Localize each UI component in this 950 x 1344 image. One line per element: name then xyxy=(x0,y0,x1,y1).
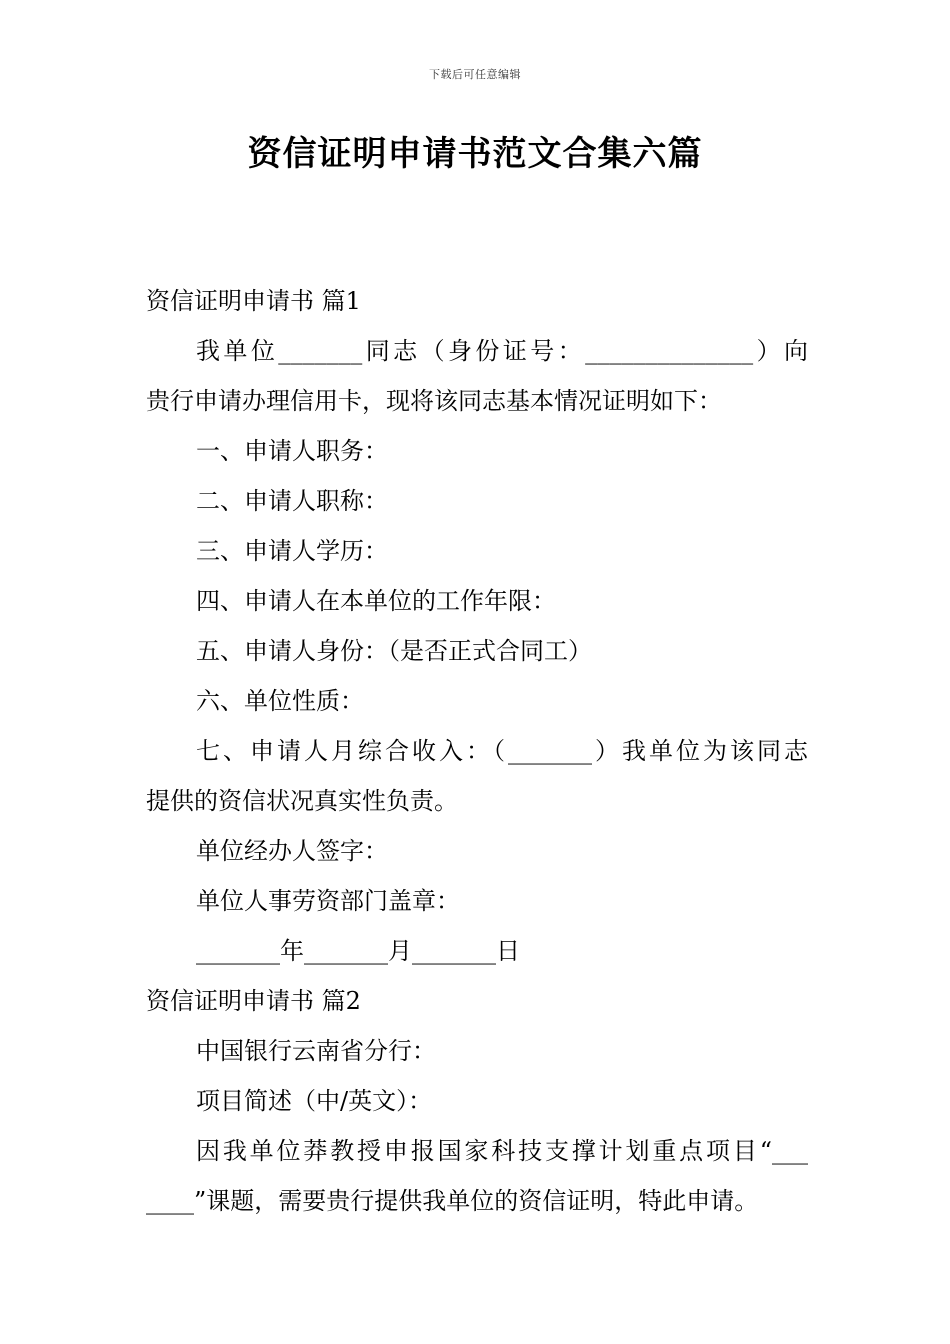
paragraph-line: ____”课题，需要贵行提供我单位的资信证明，特此申请。 xyxy=(146,1187,759,1215)
paragraph-line: 因我单位莽教授申报国家科技支撑计划重点项目“___ xyxy=(196,1137,808,1165)
list-item: 一、申请人职务： xyxy=(196,437,388,465)
header-note: 下载后可任意编辑 xyxy=(429,68,521,81)
section-heading-1: 资信证明申请书 篇1 xyxy=(146,287,361,315)
list-item: 七、申请人月综合收入：（_______）我单位为该同志 xyxy=(196,737,808,765)
list-item: 四、申请人在本单位的工作年限： xyxy=(196,587,556,615)
section-heading-2: 资信证明申请书 篇2 xyxy=(146,987,361,1015)
list-item: 六、单位性质： xyxy=(196,687,364,715)
addressee-line: 中国银行云南省分行： xyxy=(196,1037,436,1065)
document-title: 资信证明申请书范文合集六篇 xyxy=(247,134,703,174)
paragraph-line: 贵行申请办理信用卡，现将该同志基本情况证明如下： xyxy=(146,387,722,415)
list-item: 五、申请人身份：（是否正式合同工） xyxy=(196,637,592,665)
paragraph-line: 我单位_______同志（身份证号：______________）向 xyxy=(196,337,808,365)
signature-line: 单位经办人签字： xyxy=(196,837,388,865)
list-item: 三、申请人学历： xyxy=(196,537,388,565)
paragraph-line: 项目简述（中/英文）： xyxy=(196,1087,433,1115)
stamp-line: 单位人事劳资部门盖章： xyxy=(196,887,460,915)
list-item: 二、申请人职称： xyxy=(196,487,388,515)
paragraph-line: 提供的资信状况真实性负责。 xyxy=(146,787,458,815)
document-body xyxy=(146,276,808,1226)
date-line: _______年_______月_______日 xyxy=(196,937,520,965)
